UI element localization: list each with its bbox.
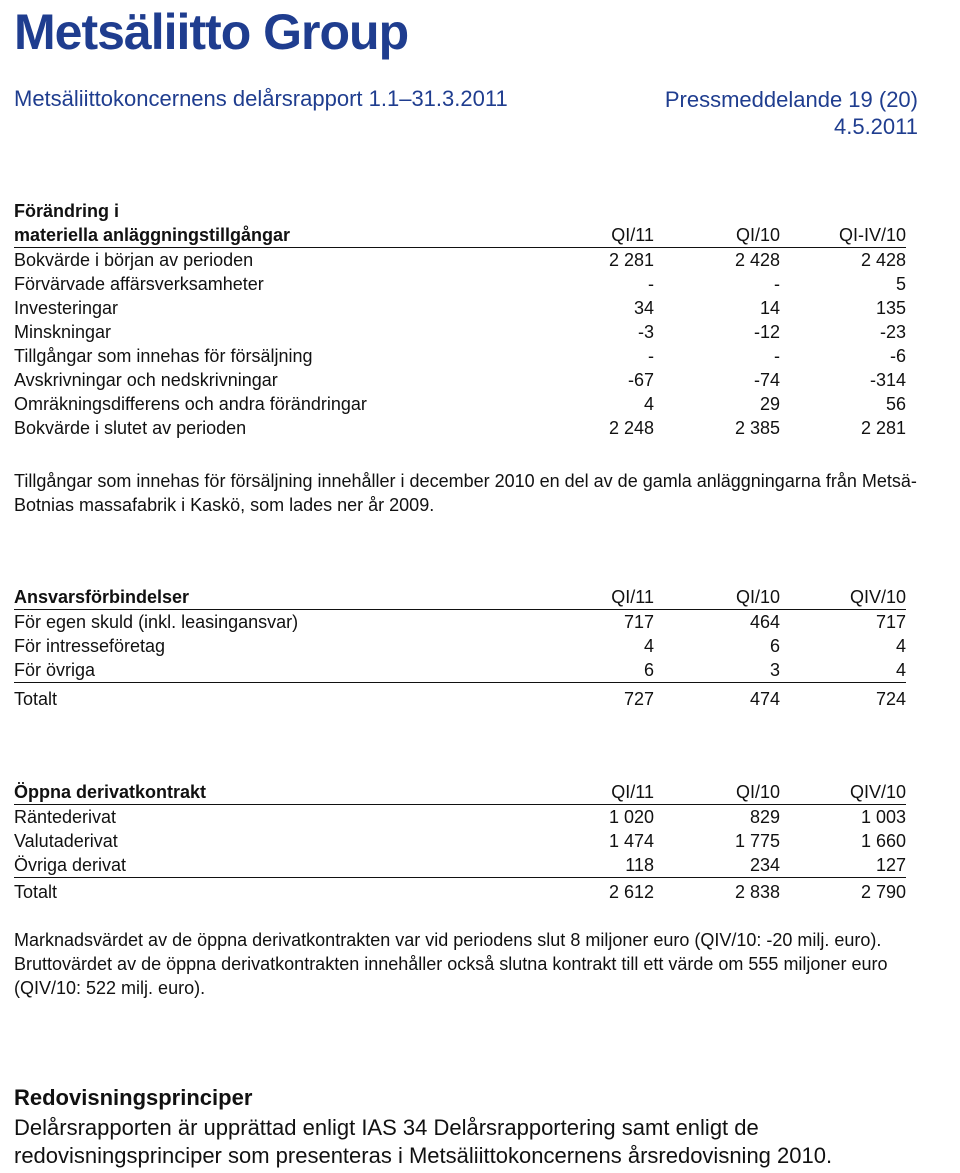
table-header-row xyxy=(14,585,906,610)
cell-value: 29 xyxy=(759,394,780,414)
cell-value: 2 248 xyxy=(608,418,654,438)
row-label: Räntederivat xyxy=(14,807,117,827)
derivatives-note: Marknadsvärdet av de öppna derivatkontrakten var vid periodens slut 8 miljoner euro (QIV/10: -20 milj. euro). Bruttovärdet av de öppna derivatkontrakten innehåller också slutna kontrakt till ett värde om 555 miljoner euro (QIV/10: 522 milj. euro). xyxy=(14,930,888,998)
press-release-page: Pressmeddelande 19 (20) xyxy=(664,87,918,112)
cell-value: 14 xyxy=(759,298,780,318)
cell-value: -74 xyxy=(753,370,780,390)
table-row xyxy=(14,805,906,829)
column-header: QI/10 xyxy=(735,587,780,607)
row-label: Omräkningsdifferens och andra förändringar xyxy=(14,394,367,414)
cell-value: -67 xyxy=(627,370,654,390)
cell-value: - xyxy=(774,274,780,294)
cell-value: 2 385 xyxy=(734,418,780,438)
table-row xyxy=(14,248,906,272)
cell-value: 464 xyxy=(749,612,780,632)
cell-value: - xyxy=(774,346,780,366)
row-label: Minskningar xyxy=(14,322,112,342)
table-title: Ansvarsförbindelser xyxy=(14,587,190,607)
press-release-info xyxy=(665,86,918,140)
column-header: QI/10 xyxy=(735,225,780,245)
cell-value: 1 660 xyxy=(860,831,906,851)
table-row xyxy=(14,610,906,634)
cell-value: 1 003 xyxy=(860,807,906,827)
column-header: QI/11 xyxy=(611,587,654,607)
row-label: Förvärvade affärsverksamheter xyxy=(14,274,264,294)
row-label: För egen skuld (inkl. leasingansvar) xyxy=(14,612,299,632)
column-header: QI-IV/10 xyxy=(838,225,906,245)
cell-value: - xyxy=(648,346,654,366)
cell-value: 727 xyxy=(623,689,654,709)
cell-value: 34 xyxy=(633,298,654,318)
cell-value: -3 xyxy=(637,322,654,342)
press-release-date: 4.5.2011 xyxy=(833,114,918,139)
table-row xyxy=(14,272,906,296)
row-label: Valutaderivat xyxy=(14,831,118,851)
total-row xyxy=(14,878,906,904)
table-title: materiella anläggningstillgångar xyxy=(14,225,291,245)
cell-value: -314 xyxy=(869,370,906,390)
total-row xyxy=(14,683,906,711)
cell-value: 2 612 xyxy=(608,882,654,902)
table-header-row xyxy=(14,223,906,248)
column-header: QI/10 xyxy=(735,782,780,802)
company-logo: Metsäliitto Group xyxy=(14,4,409,60)
column-header: QIV/10 xyxy=(849,587,906,607)
row-label: Investeringar xyxy=(14,298,119,318)
table-row xyxy=(14,392,906,416)
column-header: QI/11 xyxy=(611,782,654,802)
table-title: Öppna derivatkontrakt xyxy=(14,782,207,802)
open-derivatives-table xyxy=(14,780,906,904)
row-label: Totalt xyxy=(14,689,58,709)
table-row xyxy=(14,344,906,368)
cell-value: 717 xyxy=(623,612,654,632)
cell-value: -12 xyxy=(753,322,780,342)
cell-value: 717 xyxy=(875,612,906,632)
cell-value: 1 020 xyxy=(608,807,654,827)
cell-value: 56 xyxy=(885,394,906,414)
row-label: Avskrivningar och nedskrivningar xyxy=(14,370,278,390)
fixed-assets-table xyxy=(14,199,906,440)
cell-value: 1 474 xyxy=(608,831,654,851)
cell-value: 4 xyxy=(895,660,906,680)
cell-value: 724 xyxy=(875,689,906,709)
table-row xyxy=(14,320,906,344)
cell-value: 2 281 xyxy=(860,418,906,438)
table-row xyxy=(14,634,906,658)
cell-value: 2 838 xyxy=(734,882,780,902)
cell-value: 3 xyxy=(769,660,780,680)
row-label: Tillgångar som innehas för försäljning xyxy=(14,346,313,366)
table-row xyxy=(14,829,906,853)
contingent-liabilities-table xyxy=(14,585,906,711)
cell-value: 2 428 xyxy=(734,250,780,270)
cell-value: 474 xyxy=(749,689,780,709)
section-heading: Redovisningsprinciper xyxy=(14,1085,253,1110)
column-header: QI/11 xyxy=(611,225,654,245)
section-body: Delårsrapporten är upprättad enligt IAS 34 Delårsrapportering samt enligt de redovisningsprinciper som presenteras i Metsäliittokoncernens årsredovisning 2010. xyxy=(14,1115,833,1168)
cell-value: 5 xyxy=(895,274,906,294)
row-label: Övriga derivat xyxy=(14,855,127,875)
table-row xyxy=(14,296,906,320)
cell-value: 2 790 xyxy=(860,882,906,902)
table-row xyxy=(14,853,906,878)
row-label: För övriga xyxy=(14,660,96,680)
cell-value: 234 xyxy=(749,855,780,875)
cell-value: -6 xyxy=(889,346,906,366)
cell-value: 4 xyxy=(895,636,906,656)
cell-value: -23 xyxy=(879,322,906,342)
table-row xyxy=(14,658,906,683)
table-header-row xyxy=(14,780,906,805)
cell-value: 6 xyxy=(769,636,780,656)
cell-value: 4 xyxy=(643,394,654,414)
cell-value: 6 xyxy=(643,660,654,680)
report-title: Metsäliittokoncernens delårsrapport 1.1–31.3.2011 xyxy=(14,86,508,111)
cell-value: 829 xyxy=(749,807,780,827)
table-row xyxy=(14,416,906,440)
cell-value: 1 775 xyxy=(734,831,780,851)
row-label: För intresseföretag xyxy=(14,636,166,656)
cell-value: 4 xyxy=(643,636,654,656)
cell-value: - xyxy=(648,274,654,294)
cell-value: 2 281 xyxy=(608,250,654,270)
row-label: Bokvärde i början av perioden xyxy=(14,250,254,270)
cell-value: 2 428 xyxy=(860,250,906,270)
assets-note: Tillgångar som innehas för försäljning innehåller i december 2010 en del av de gamla anläggningarna från Metsä-Botnias massafabrik i Kaskö, som lades ner år 2009. xyxy=(14,471,917,515)
table-title: Förändring i xyxy=(14,201,119,221)
cell-value: 127 xyxy=(875,855,906,875)
row-label: Bokvärde i slutet av perioden xyxy=(14,418,247,438)
table-row xyxy=(14,368,906,392)
cell-value: 118 xyxy=(625,855,654,875)
cell-value: 135 xyxy=(875,298,906,318)
row-label: Totalt xyxy=(14,882,58,902)
column-header: QIV/10 xyxy=(849,782,906,802)
